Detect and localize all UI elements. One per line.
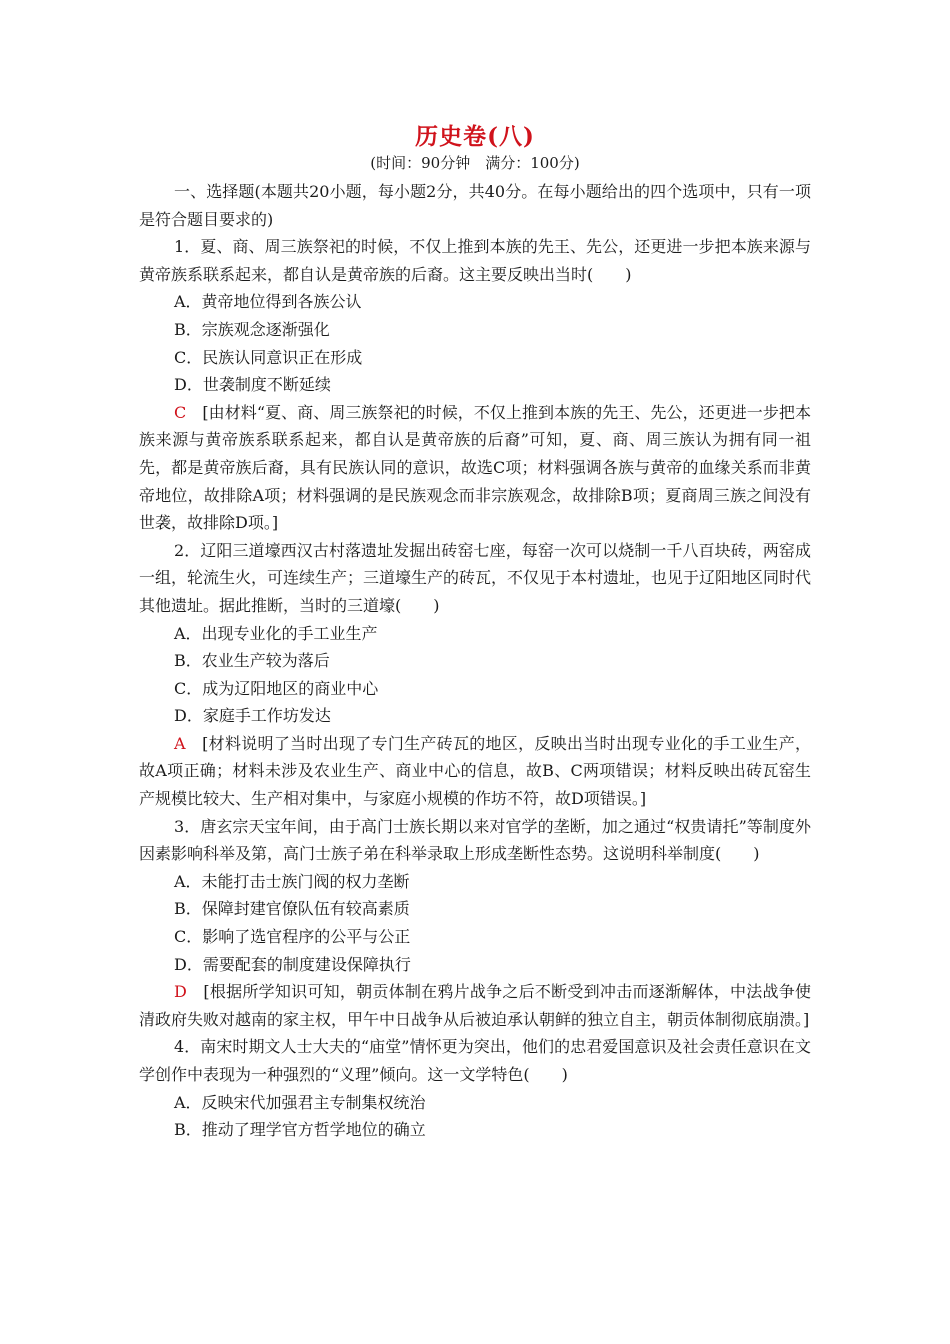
option-b: B．推动了理学官方哲学地位的确立 xyxy=(174,1120,426,1140)
option-d: D．家庭手工作坊发达 xyxy=(174,706,331,726)
option-a: A．未能打击士族门阀的权力垄断 xyxy=(174,871,410,891)
option-b: B．宗族观念逐渐强化 xyxy=(174,319,330,339)
option-d: D．世袭制度不断延续 xyxy=(174,375,331,395)
answer-letter: D xyxy=(174,982,187,1002)
option-a: A．反映宋代加强君主专制集权统治 xyxy=(174,1092,426,1112)
option-d: D．需要配套的制度建设保障执行 xyxy=(174,954,411,974)
section-heading: 一、选择题(本题共20小题，每小题2分，共40分。在每小题给出的四个选项中，只有一项是符合题目要求的) xyxy=(139,182,811,229)
option-c: C．影响了选官程序的公平与公正 xyxy=(174,927,411,947)
explanation-text: [材料说明了当时出现了专门生产砖瓦的地区，反映出当时出现专业化的手工业生产，故A项正确；材料未涉及农业生产、商业中心的信息，故B、C两项错误；材料反映出砖瓦窑生产规模比较大、生产相对集中，与家庭小规模的作坊不符，故D项错误。] xyxy=(139,733,811,809)
answer-letter: C xyxy=(174,402,187,422)
explanation-text: [根据所学知识可知，朝贡体制在鸦片战争之后不断受到冲击而逐渐解体，中法战争使清政府失败对越南的家主权，甲午中日战争从后被迫承认朝鲜的独立自主，朝贡体制彻底崩溃。] xyxy=(139,982,811,1029)
answer-letter: A xyxy=(174,733,186,753)
option-c: C．成为辽阳地区的商业中心 xyxy=(174,678,379,698)
answer-explanation xyxy=(139,978,811,1033)
answer-explanation xyxy=(139,399,811,537)
explanation-text: [由材料“夏、商、周三族祭祀的时候，不仅上推到本族的先王、先公，还更进一步把本族来源与黄帝族系联系起来，都自认是黄帝族的后裔”可知，夏、商、周三族认为拥有同一祖先，都是黄帝族后裔，具有民族认同的意识，故选C项；材料强调各族与黄帝的血缘关系而非黄帝地位，故排除A项；材料强调的是民族观念而非宗族观念，故排除B项；夏商周三族之间没有世袭，故排除D项。] xyxy=(139,402,811,533)
question-stem: 4．南宋时期文人士大夫的“庙堂”情怀更为突出，他们的忠君爱国意识及社会责任意识在文学创作中表现为一种强烈的“义理”倾向。这一文学特色( ) xyxy=(139,1037,811,1084)
option-a: A．出现专业化的手工业生产 xyxy=(174,623,378,643)
question-stem: 3．唐玄宗天宝年间，由于高门士族长期以来对官学的垄断，加之通过“权贵请托”等制度外因素影响科举及第，高门士族子弟在科举录取上形成垄断性态势。这说明科举制度( ) xyxy=(139,816,811,864)
option-b: B．保障封建官僚队伍有较高素质 xyxy=(174,899,410,919)
option-c: C．民族认同意识正在形成 xyxy=(174,347,363,367)
question-stem: 1．夏、商、周三族祭祀的时候，不仅上推到本族的先王、先公，还更进一步把本族来源与黄帝族系联系起来，都自认是黄帝族的后裔。这主要反映出当时( ) xyxy=(139,237,811,284)
answer-explanation xyxy=(139,730,811,813)
option-a: A．黄帝地位得到各族公认 xyxy=(174,292,362,312)
option-b: B．农业生产较为落后 xyxy=(174,651,330,671)
paper-title: 历史卷(八) xyxy=(415,123,535,150)
exam-content xyxy=(139,178,811,1144)
exam-meta: (时间：90分钟 满分：100分) xyxy=(370,154,580,172)
question-stem: 2．辽阳三道壕西汉古村落遗址发掘出砖窑七座，每窑一次可以烧制一千八百块砖，两窑成一组，轮流生火，可连续生产；三道壕生产的砖瓦，不仅见于本村遗址，也见于辽阳地区同时代其他遗址。据此推断，当时的三道壕( ) xyxy=(139,540,812,615)
